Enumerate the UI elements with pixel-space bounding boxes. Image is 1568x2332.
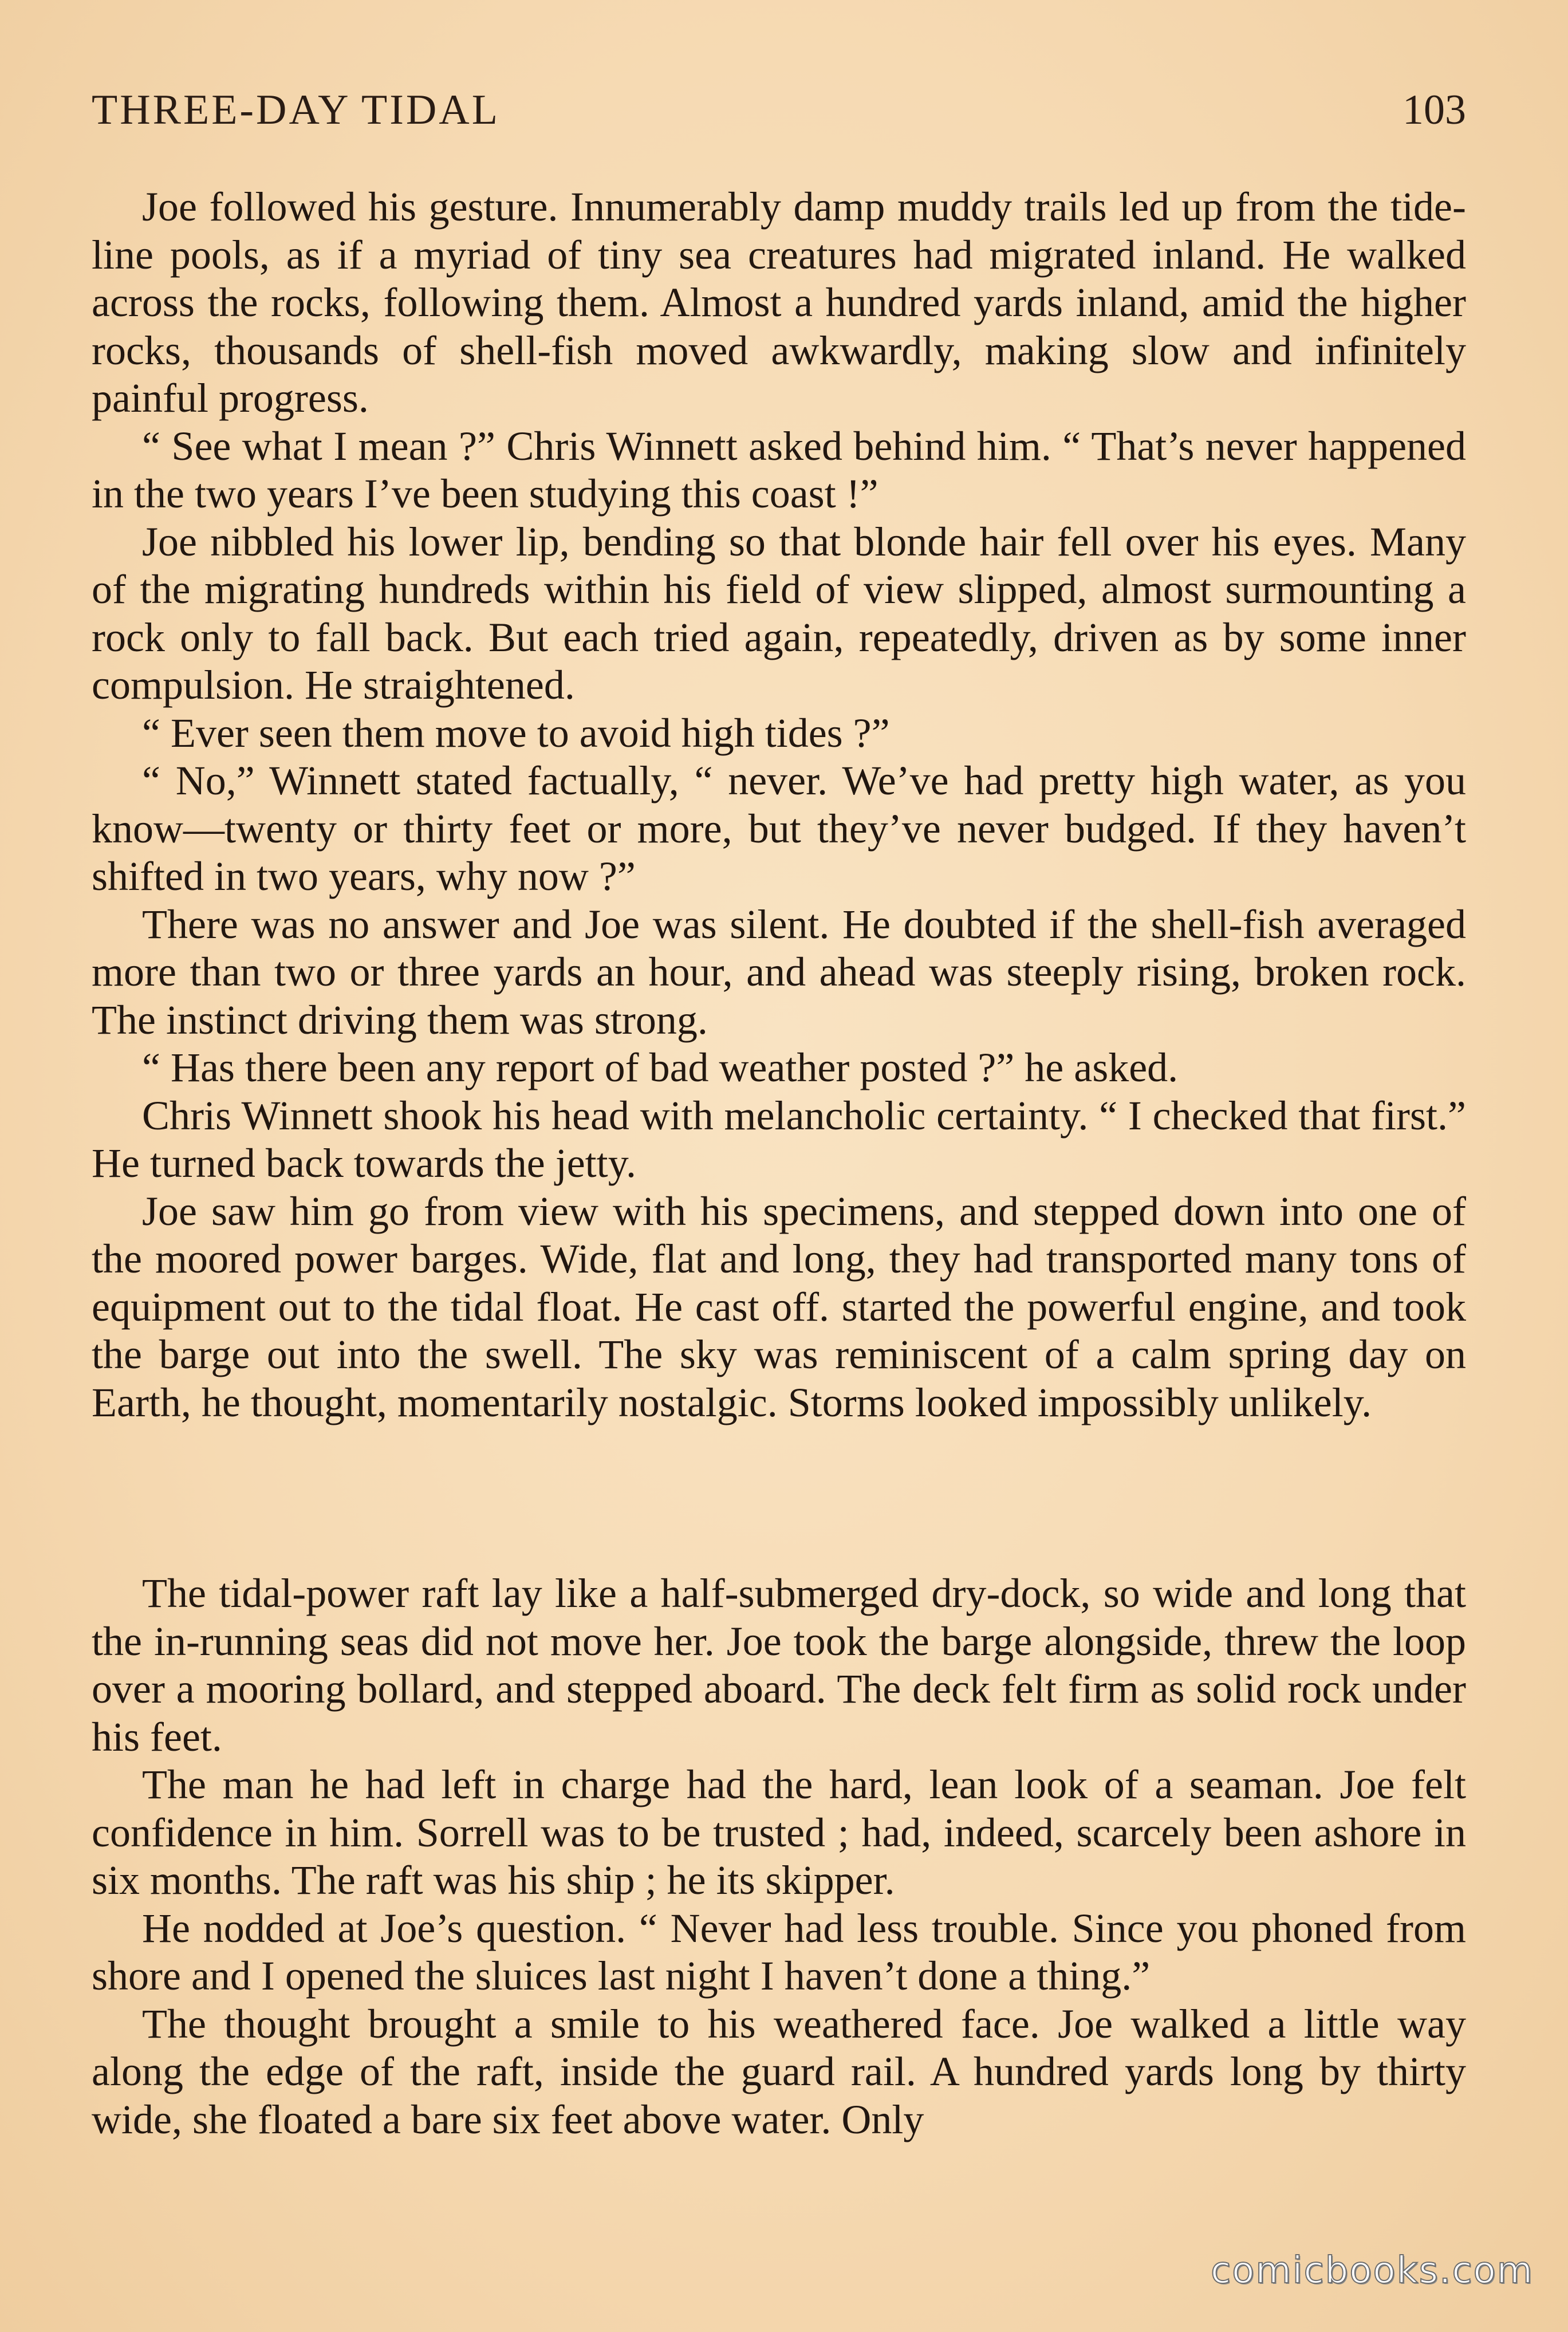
paragraph: “ No,” Winnett stated factually, “ never. We’ve had pretty high water, as you know—twenty or thirty feet or more, but they’ve never budged. If they haven’t shifted in two years, why now ?” bbox=[92, 758, 1466, 899]
paragraph: He nodded at Joe’s question. “ Never had less trouble. Since you phoned from shore and I opened the sluices last night I haven’t done a thing.” bbox=[92, 1905, 1466, 1999]
paragraph: Joe followed his gesture. Innumerably damp muddy trails led up from the tide-line pools, as if a myriad of tiny sea creatures had migrated inland. He walked across the rocks, following them. Almost a hundred yards inland, amid the higher rocks, thousands of shell-fish moved awkwardly, making slow and infinitely painful progress. bbox=[92, 184, 1466, 421]
paragraph: Joe saw him go from view with his specimens, and stepped down into one of the moored power barges. Wide, flat and long, they had transported many tons of equipment out to the tidal float. He cast off. started the powerful engine, and took the barge out into the swell. The sky was reminiscent of a calm spring day on Earth, he thought, momentarily nostalgic. Storms looked impossibly unlikely. bbox=[92, 1188, 1466, 1425]
paragraph: “ See what I mean ?” Chris Winnett asked behind him. “ That’s never happened in the two years I’ve been studying this coast !” bbox=[92, 423, 1466, 517]
page-number: 103 bbox=[1402, 86, 1466, 133]
paragraph: The man he had left in charge had the hard, lean look of a seaman. Joe felt confidence in him. Sorrell was to be trusted ; had, indeed, scarcely been ashore in six months. The raft was his ship ; he its skipper. bbox=[92, 1762, 1466, 1903]
paragraph: The thought brought a smile to his weathered face. Joe walked a little way along the edge of the raft, inside the guard rail. A hundred yards long by thirty wide, she floated a bare six feet above water. Only bbox=[92, 2000, 1466, 2142]
section-break bbox=[92, 1427, 1466, 1570]
paragraph: Joe nibbled his lower lip, bending so that blonde hair fell over his eyes. Many of the migrating hundreds within his field of view slipped, almost surmounting a rock only to fall back. But each tried again, repeatedly, driven as by some inner compulsion. He straightened. bbox=[92, 518, 1466, 708]
paragraph: There was no answer and Joe was silent. He doubted if the shell-fish averaged more than two or three yards an hour, and ahead was steeply rising, broken rock. The instinct driving them was strong. bbox=[92, 901, 1466, 1043]
watermark: comicbooks.com bbox=[1210, 2250, 1534, 2292]
running-title: THREE-DAY TIDAL bbox=[92, 86, 500, 133]
paragraph: The tidal-power raft lay like a half-submerged dry-dock, so wide and long that the in-running seas did not move her. Joe took the barge alongside, threw the loop over a mooring bollard, and stepped aboard. The deck felt firm as solid rock under his feet. bbox=[92, 1570, 1466, 1760]
paragraph: “ Ever seen them move to avoid high tides ?” bbox=[142, 710, 890, 756]
paragraph: “ Has there been any report of bad weather posted ?” he asked. bbox=[142, 1045, 1179, 1090]
body-text bbox=[92, 183, 1466, 2144]
paragraph: Chris Winnett shook his head with melancholic certainty. “ I checked that first.” He turned back towards the jetty. bbox=[92, 1092, 1466, 1186]
running-head bbox=[92, 86, 1466, 149]
